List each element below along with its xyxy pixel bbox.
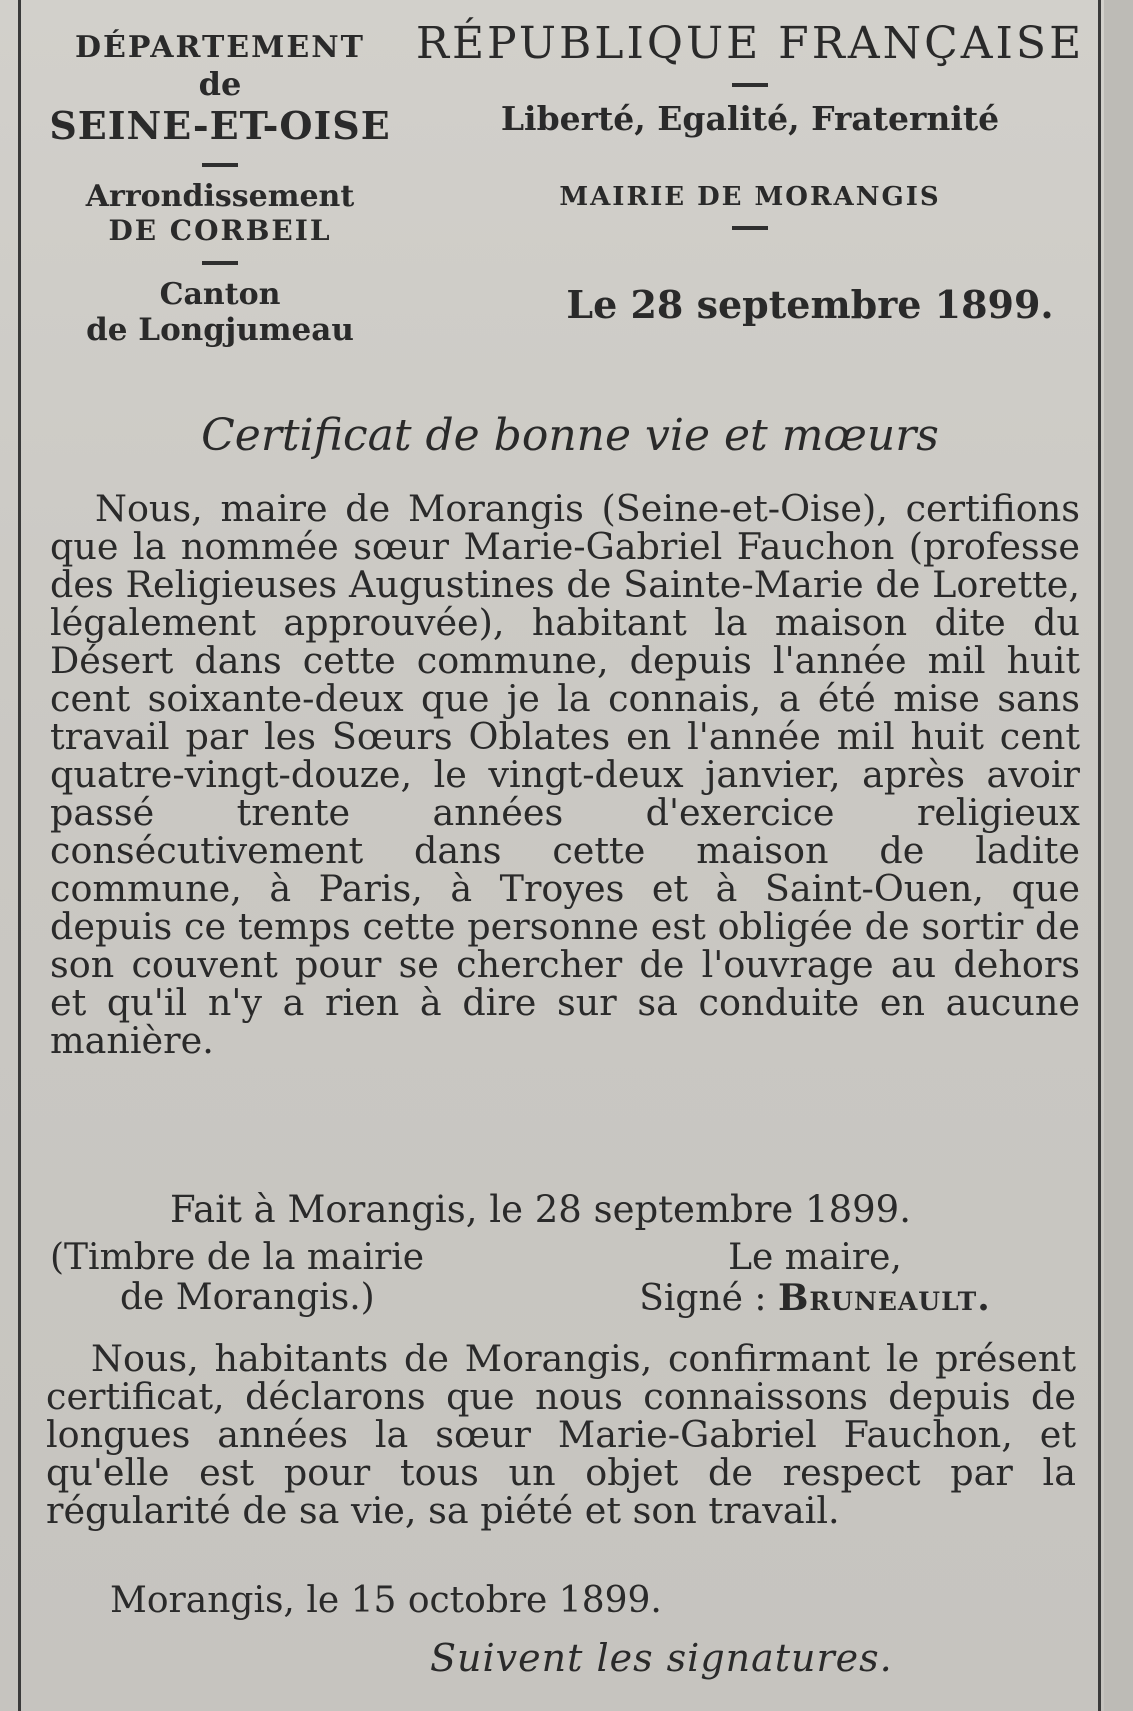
residents-confirmation: Nous, habitants de Morangis, confirmant le présent certificat, déclarons que nous connaissons depuis de longues années la sœur Marie-Gabriel Fauchon, et qu'elle est pour tous un objet de respect par la régularité de sa vie, sa piété et son travail. — [46, 1337, 1076, 1532]
department-name: SEINE-ET-OISE — [49, 103, 391, 148]
mayor-signature — [600, 1238, 1030, 1319]
signed-label: Signé : — [639, 1278, 778, 1319]
arrondissement-name: DE CORBEIL — [108, 214, 332, 247]
document-title: Certificat de bonne vie et mœurs — [201, 410, 939, 461]
stamp-note-line1: (Timbre de la mairie — [50, 1237, 425, 1278]
mayor-name: Bruneault. — [777, 1277, 991, 1319]
signed-at-line: Fait à Morangis, le 28 septembre 1899. — [170, 1188, 911, 1231]
separator-dash — [732, 83, 768, 87]
arrondissement-label: Arrondissement — [85, 179, 355, 214]
department-label: DÉPARTEMENT — [75, 30, 365, 65]
separator-dash — [202, 261, 238, 265]
mayor-signed-line — [600, 1278, 1030, 1319]
canton-name: de Longjumeau — [86, 312, 354, 348]
republic-heading: RÉPUBLIQUE FRANÇAISE — [415, 18, 1085, 69]
separator-dash — [202, 163, 238, 167]
signatures-note: Suivent les signatures. — [430, 1636, 893, 1680]
mairie-heading: MAIRIE DE MORANGIS — [559, 182, 941, 212]
header-right-block — [410, 18, 1090, 327]
mayor-title: Le maire, — [728, 1237, 902, 1278]
canton-label: Canton — [159, 277, 281, 312]
stamp-note — [50, 1238, 424, 1318]
department-de: de — [198, 65, 242, 103]
header-left-block — [40, 30, 400, 348]
confirmation-date: Morangis, le 15 octobre 1899. — [110, 1580, 662, 1621]
separator-dash — [732, 226, 768, 230]
certificate-body: Nous, maire de Morangis (Seine-et-Oise), certifions que la nommée sœur Marie-Gabriel Fauchon (professe des Religieuses Augustines de Sainte-Marie de Lorette, légalement approuvée), habitant la maison dite du Désert dans cette commune, depuis l'année mil huit cent soixante-deux que je la connais, a été mise sans travail par les Sœurs Oblates en l'année mil huit cent quatre-vingt-douze, le vingt-deux janvier, après avoir passé trente années d'exercice religieux consécutivement dans cette maison de ladite commune, à Paris, à Troyes et à Saint-Ouen, que depuis ce temps cette personne est obligée de sortir de son couvent pour se chercher de l'ouvrage au dehors et qu'il n'y a rien à dire sur sa conduite en aucune manière. — [50, 487, 1080, 1062]
stamp-note-line2: de Morangis.) — [120, 1277, 375, 1318]
frame-left-rule — [18, 0, 21, 1711]
adjacent-column-edge — [1104, 0, 1133, 1711]
republic-motto: Liberté, Egalité, Fraternité — [500, 99, 1000, 138]
certificate-date: Le 28 septembre 1899. — [566, 282, 1054, 327]
frame-right-rule — [1098, 0, 1101, 1711]
